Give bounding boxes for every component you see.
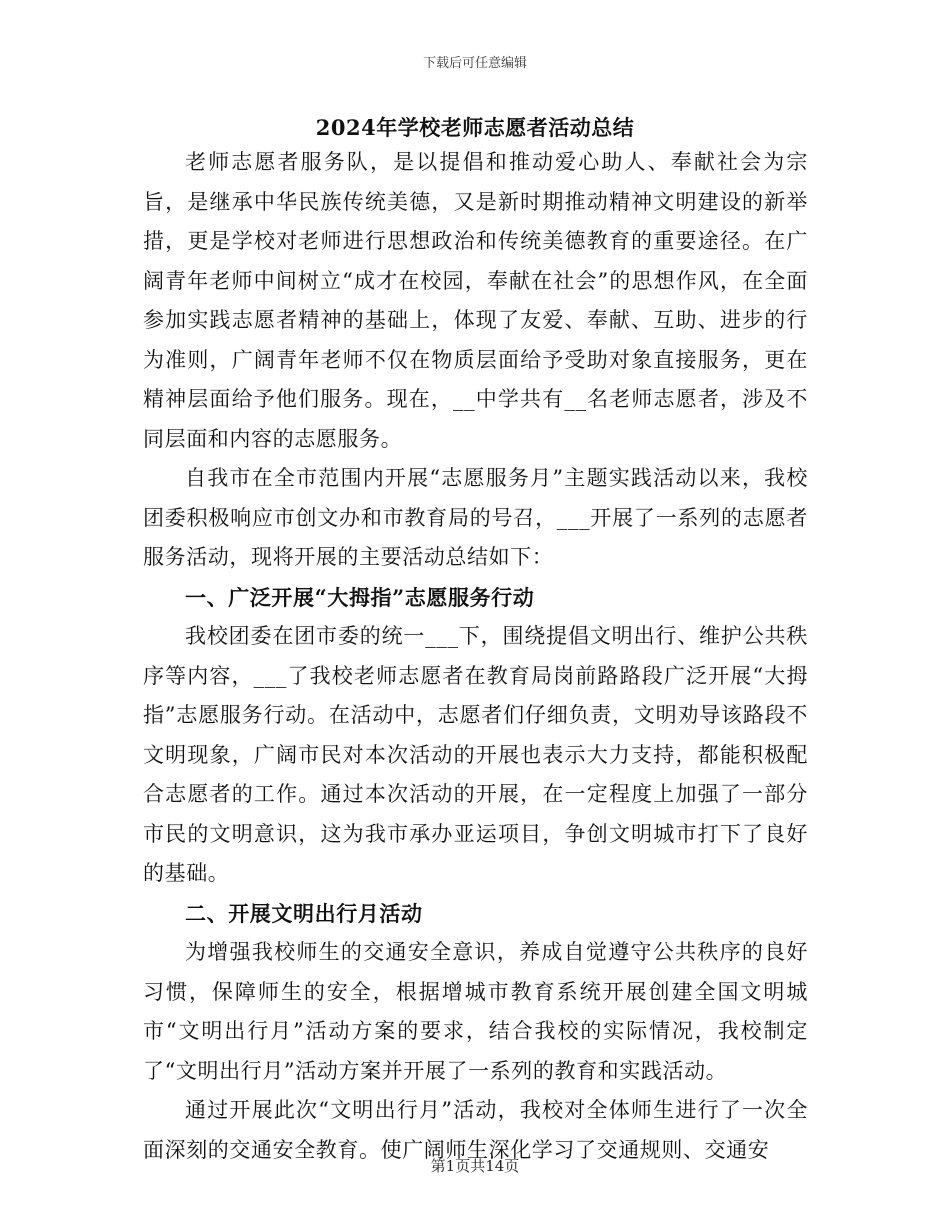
paragraph-section-2: 为增强我校师生的交通安全意识，养成自觉遵守公共秩序的良好习惯，保障师生的安全，根据增城市教育系统开展创建全国文明城市“文明出行月”活动方案的要求，结合我校的实际情况，我校制定了“文明出行月”活动方案并开展了一系列的教育和实践活动。 <box>143 940 808 1083</box>
section-heading-1: 一、广泛开展“大拇指”志愿服务行动 <box>185 584 535 610</box>
header-note: 下载后可任意编辑 <box>422 56 527 71</box>
document-body <box>143 143 808 1170</box>
page-footer: 第1页共14页 <box>430 1157 520 1175</box>
paragraph-section-2-cont: 通过开展此次“文明出行月”活动，我校对全体师生进行了一次全面深刻的交通安全教育。使广阔师生深化学习了交通规则、交通安 <box>143 1098 808 1162</box>
section-heading-2: 二、开展文明出行月活动 <box>185 900 423 926</box>
paragraph-overview: 自我市在全市范围内开展“志愿服务月”主题实践活动以来，我校团委积极响应市创文办和市教育局的号召，___开展了一系列的志愿者服务活动，现将开展的主要活动总结如下： <box>143 466 808 569</box>
document-title: 2024年学校老师志愿者活动总结 <box>315 115 635 140</box>
paragraph-section-1: 我校团委在团市委的统一___下，围绕提倡文明出行、维护公共秩序等内容，___了我校老师志愿者在教育局岗前路路段广泛开展“大拇指”志愿服务行动。在活动中，志愿者们仔细负责，文明劝导该路段不文明现象，广阔市民对本次活动的开展也表示大力支持，都能积极配合志愿者的工作。通过本次活动的开展，在一定程度上加强了一部分市民的文明意识，这为我市承办亚运项目，争创文明城市打下了良好的基础。 <box>143 624 808 885</box>
paragraph-intro: 老师志愿者服务队，是以提倡和推动爱心助人、奉献社会为宗旨，是继承中华民族传统美德，又是新时期推动精神文明建设的新举措，更是学校对老师进行思想政治和传统美德教育的重要途径。在广阔青年老师中间树立“成才在校园，奉献在社会”的思想作风，在全面参加实践志愿者精神的基础上，体现了友爱、奉献、互助、进步的行为准则，广阔青年老师不仅在物质层面给予受助对象直接服务，更在精神层面给予他们服务。现在，__中学共有__名老师志愿者，涉及不同层面和内容的志愿服务。 <box>143 150 808 451</box>
